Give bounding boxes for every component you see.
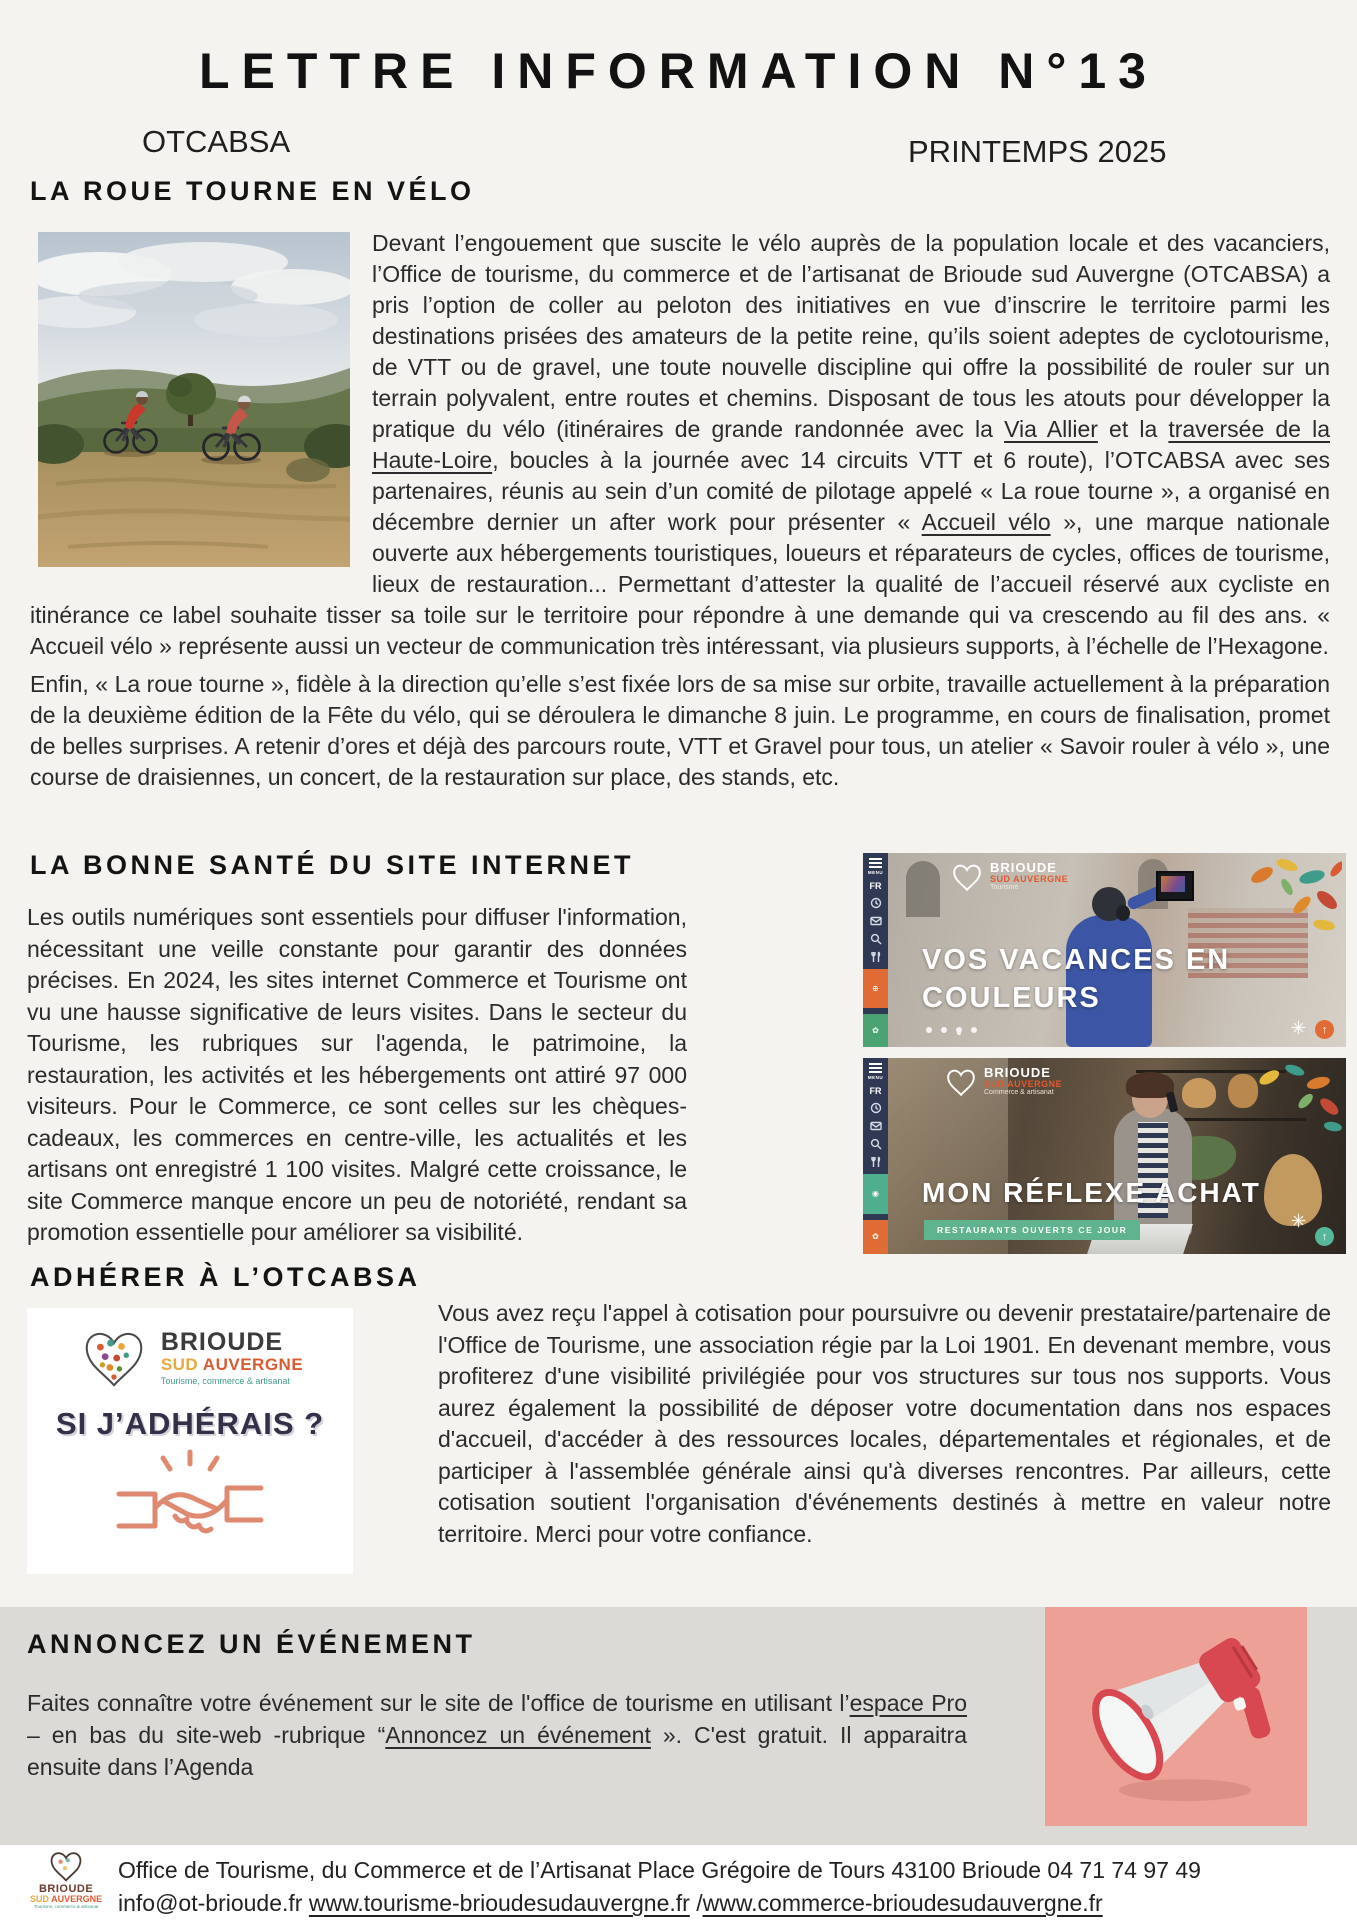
section-heading-annoncez: ANNONCEZ UN ÉVÉNEMENT (27, 1629, 476, 1659)
card-brand-sud: SUD (160, 1355, 199, 1375)
menu-icon[interactable] (868, 858, 883, 875)
text-segment: / (689, 1890, 703, 1916)
restaurant-icon[interactable] (870, 951, 882, 963)
restaurant-icon[interactable] (870, 1156, 882, 1168)
site-sidebar (863, 853, 888, 1047)
site-brand-line1: BRIOUDE (984, 1065, 1051, 1080)
basket-shape (1182, 1078, 1216, 1108)
site-brand-line2: SUD AUVERGNE (990, 873, 1069, 884)
site-hero-title (922, 941, 1230, 1017)
link-via-allier[interactable]: Via Allier (1004, 416, 1098, 442)
membership-question: SI J’ADHÉRAIS ? (55, 1406, 325, 1441)
text-segment: – en bas du site-web -rubrique “ (27, 1722, 386, 1748)
text-segment: Faites connaître votre événement sur le site de l'office de tourisme en utilisant l’ (27, 1690, 850, 1716)
footer-links-line (118, 1887, 1201, 1920)
footer-brand-sud: SUD (30, 1894, 50, 1904)
search-icon[interactable] (870, 1138, 882, 1150)
sidebar-cta-green[interactable]: ✿ (863, 1014, 888, 1047)
site-brand-line3: Commerce & artisanat (984, 1089, 1054, 1097)
link-accueil-velo[interactable]: Accueil vélo (921, 509, 1051, 535)
arrow-up-icon: ↑ (1321, 1230, 1328, 1243)
brioude-heart-icon (944, 1066, 978, 1098)
card-brand-auvergne: AUVERGNE (198, 1355, 304, 1375)
megaphone-image (1045, 1607, 1307, 1826)
scroll-top-button[interactable] (1315, 1020, 1334, 1039)
church-window-shape (906, 861, 940, 917)
section-la-roue-tourne (30, 176, 1330, 793)
search-icon[interactable] (870, 933, 882, 945)
section-heading-internet: LA BONNE SANTÉ DU SITE INTERNET (30, 850, 635, 880)
annoncez-paragraph (27, 1687, 967, 1783)
text-segment: », une marque nationale ouverte aux hébergements touristiques, loueurs et réparateurs de cycles, offices de tourisme, lieux de restauration... Permettant d’attester la qualité de l’accueil réservé aux cycliste en itinérance ce label souhaite tisser sa toile sur le territoire pour répondre à une demande qui va crescendo au fil des ans. « Accueil vélo » représente aussi un vecteur de communication très intéressant, via plusieurs supports, à l’échelle de l’Hexagone. (30, 509, 1330, 659)
clock-icon[interactable] (870, 1102, 882, 1114)
mail-icon[interactable] (870, 1120, 882, 1132)
restaurants-open-button[interactable]: RESTAURANTS OUVERTS CE JOUR (924, 1220, 1140, 1240)
footer-brand-name: BRIOUDE (38, 1883, 94, 1895)
text-segment: et la (1097, 416, 1169, 442)
brioude-heart-icon (44, 1848, 88, 1884)
person-hair-bun (1116, 905, 1130, 921)
link-espace-pro[interactable]: espace Pro (849, 1690, 967, 1716)
site-hero-title-line1: VOS VACANCES EN (922, 944, 1231, 976)
card-brand-tagline: Tourisme, commerce & artisanat (160, 1376, 290, 1387)
sidebar-cta-teal[interactable]: ◉ (863, 1174, 888, 1214)
text-segment: , boucles à la journée avec 14 circuits VTT et 6 route), l’OTCABSA avec ses partenaires, réunis au sein d’un comité de pilotage appelé « La roue tourne », a organisé en décembre dernier un after work pour présenter « (372, 447, 1330, 535)
site-sidebar (863, 1058, 888, 1254)
menu-label: MENU (867, 1075, 884, 1080)
footer-brioude-logo (30, 1848, 102, 1910)
foliage-decoration (1242, 1060, 1342, 1144)
site-brand-line1: BRIOUDE (990, 860, 1057, 875)
link-annoncez-evenement[interactable]: Annoncez un événement (385, 1722, 651, 1748)
sidebar-cta-orange[interactable]: ✿ (863, 1220, 888, 1254)
page-title: LETTRE INFORMATION N°13 (199, 43, 1158, 99)
section-heading-adherer: ADHÉRER À L’OTCABSA (30, 1262, 421, 1292)
text-segment: Devant l’engouement que suscite le vélo auprès de la population locale et des vacanciers, l’Office de tourisme, du commerce et de l’artisanat de Brioude sud Auvergne (OTCABSA) a pris l’option de coller au peloton des initiatives en vue d’inscrire le territoire parmi les destinations prisées des amateurs de la petite reine, qu’ils soient adeptes de cyclotourisme, de VTT ou de gravel, une toute nouvelle discipline qui offre la possibilité de rouler sur un terrain polyvalent, entre routes et chemins. Disposant de tous les atouts pour développer la pratique du vélo (itinéraires de grande randonnée avec la (372, 230, 1330, 442)
footer-brand-tagline: Tourisme, commerce & artisanat (33, 1904, 99, 1909)
brioude-heart-icon (77, 1324, 151, 1392)
website-screenshot-commerce (863, 1058, 1346, 1254)
brioude-logo (944, 1066, 1062, 1098)
link-tourisme-site[interactable]: www.tourisme-brioudesudauvergne.fr (308, 1890, 690, 1916)
card-brand-name: BRIOUDE (160, 1327, 284, 1356)
tablet (1156, 871, 1194, 901)
link-commerce-site[interactable]: www.commerce-brioudesudauvergne.fr (702, 1890, 1103, 1916)
brioude-heart-icon (950, 861, 984, 893)
scroll-top-button[interactable] (1315, 1227, 1334, 1246)
text-segment: ». C'est gratuit. Il apparaitra ensuite dans l’Agenda (27, 1722, 967, 1780)
issue-season: PRINTEMPS 2025 (908, 134, 1167, 169)
language-toggle[interactable]: FR (869, 881, 882, 891)
foliage-decoration (1232, 855, 1342, 945)
language-toggle[interactable]: FR (869, 1086, 882, 1096)
brioude-logo (950, 861, 1068, 893)
handshake-icon (115, 1446, 265, 1550)
velo-paragraph-2: Enfin, « La roue tourne », fidèle à la direction qu’elle s’est fixée lors de sa mise sur orbite, travaille actuellement à la préparation de la deuxième édition de la Fête du vélo, qui se déroulera le dimanche 8 juin. Le programme, en cours de finalisation, promet de belles surprises. A retenir d’ores et déjà des parcours route, VTT et Gravel pour tous, un atelier « Savoir rouler à vélo », une course de draisiennes, un concert, de la restauration sur place, des stands, etc. (30, 671, 1330, 790)
site-brand-line3: Tourisme (990, 884, 1019, 892)
arrow-up-icon: ↑ (1321, 1023, 1328, 1036)
footer (0, 1845, 1357, 1920)
carousel-dots[interactable] (926, 1027, 977, 1033)
section-heading-velo: LA ROUE TOURNE EN VÉLO (30, 176, 475, 206)
menu-label: MENU (867, 870, 884, 875)
website-screenshot-tourisme (863, 853, 1346, 1047)
site-hero-title: MON RÉFLEXE ACHAT (922, 1177, 1261, 1208)
sparkle-icon (1291, 1213, 1306, 1228)
si-jadherais-card (27, 1308, 353, 1574)
footer-contact (118, 1854, 1201, 1920)
clock-icon[interactable] (870, 897, 882, 909)
link-traversee-haute-loire[interactable]: traversée de la Haute-Loire (372, 416, 1330, 473)
menu-icon[interactable] (868, 1063, 883, 1080)
mail-icon[interactable] (870, 915, 882, 927)
sidebar-cta-orange[interactable]: ⊕ (863, 969, 888, 1008)
internet-paragraph: Les outils numériques sont essentiels pour diffuser l'information, nécessitant une veille constante pour garantir des données précises. En 2024, les sites internet Commerce et Tourisme ont vu une hausse significative de leurs visites. Dans le secteur du Tourisme, les rubriques sur l'agenda, le patrimoine, la restauration, les activités et les hébergements ont attiré 97 000 visiteurs. Pour le Commerce, ce sont celles sur les chèques-cadeaux, les commerces en centre-ville, les actualités et les artisans ont enregistré 1 100 visites. Malgré cette croissance, le site Commerce manque encore un peu de notoriété, rendant sa promotion essentielle pour améliorer sa visibilité. (27, 904, 687, 1245)
cyclists-photo (38, 232, 350, 567)
org-name: OTCABSA (142, 124, 291, 159)
adherer-paragraph: Vous avez reçu l'appel à cotisation pour poursuivre ou devenir prestataire/partenaire de l'Office de Tourisme, une association régie par la Loi 1901. En devenant membre, vous profiterez d'une visibilité privilégiée pour vos structures sur tous nos supports. Vous aurez également la possibilité de déposer votre documentation dans nos espaces d'accueil, d'accéder à des ressources locales, départementales et régionales, et de participer à l'assemblée générale ainsi qu'à diverses rencontres. Par ailleurs, cette cotisation soutient l'organisation d'événements destinés à mettre en valeur notre territoire. Merci pour votre confiance. (438, 1300, 1331, 1547)
sparkle-icon (1291, 1020, 1306, 1035)
footer-email[interactable]: info@ot-brioude.fr (118, 1890, 303, 1916)
site-brand-line2: SUD AUVERGNE (984, 1078, 1063, 1089)
site-hero-title-line2: COULEURS (922, 982, 1101, 1014)
footer-address-line: Office de Tourisme, du Commerce et de l’Artisanat Place Grégoire de Tours 43100 Brioude 04 71 74 97 49 (118, 1857, 1201, 1883)
footer-brand-auvergne: AUVERGNE (49, 1894, 103, 1904)
brioude-logo (77, 1324, 303, 1392)
